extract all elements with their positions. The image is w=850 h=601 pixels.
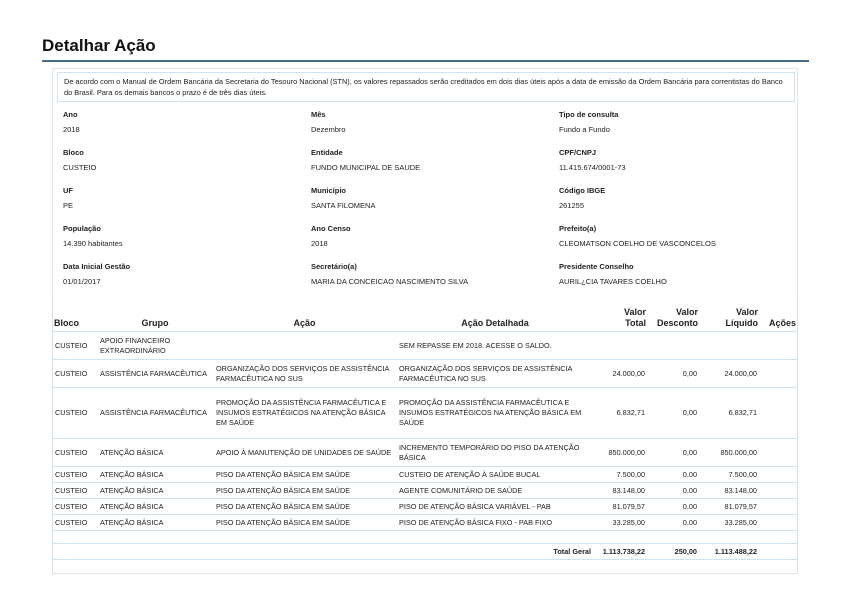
col-header-valor-liquido [700, 297, 760, 332]
info-populacao [63, 223, 311, 261]
info-presidente-conselho [559, 261, 798, 299]
cell-valor-desconto: 0,00 [648, 483, 700, 499]
info-value: FUNDO MUNICIPAL DE SAUDE [311, 163, 421, 172]
info-value: Fundo a Fundo [559, 125, 610, 134]
actions-table [52, 297, 798, 560]
cell-grupo: ATENÇÃO BÁSICA [97, 515, 213, 531]
cell-bloco: CUSTEIO [52, 483, 97, 499]
info-mes [311, 109, 559, 147]
info-secretario [311, 261, 559, 299]
info-prefeito [559, 223, 798, 261]
cell-acoes [760, 388, 798, 439]
col-header-acoes: Ações [760, 297, 798, 332]
info-value: 2018 [63, 125, 80, 134]
cell-valor-liquido: 6.832,71 [700, 388, 760, 439]
info-value: 11.415.674/0001-73 [559, 163, 626, 172]
table-left-border [52, 297, 53, 573]
cell-acao: APOIO À MANUTENÇÃO DE UNIDADES DE SAÚDE [213, 439, 396, 467]
header-line: Total [625, 318, 646, 328]
info-grid [63, 109, 798, 299]
cell-bloco: CUSTEIO [52, 388, 97, 439]
info-value: 14.390 habitantes [63, 239, 123, 248]
cell-valor-liquido: 850.000,00 [700, 439, 760, 467]
info-label: População [63, 224, 101, 233]
cell-grupo: ATENÇÃO BÁSICA [97, 439, 213, 467]
info-label: Entidade [311, 148, 343, 157]
header-line: Valor [735, 307, 758, 317]
cell-acao: PISO DA ATENÇÃO BÁSICA EM SAÚDE [213, 467, 396, 483]
cell-acao-detalhada: CUSTEIO DE ATENÇÃO À SAÚDE BUCAL [396, 467, 594, 483]
total-label: Total Geral [52, 544, 594, 560]
cell-valor-total: 33.285,00 [594, 515, 648, 531]
info-label: Ano [63, 110, 78, 119]
info-value: CLEOMATSON COELHO DE VASCONCELOS [559, 239, 716, 248]
cell-valor-total: 7.500,00 [594, 467, 648, 483]
info-entidade [311, 147, 559, 185]
col-header-bloco: Bloco [52, 297, 97, 332]
cell-acoes [760, 515, 798, 531]
total-row [52, 544, 798, 560]
cell-valor-desconto: 0,00 [648, 515, 700, 531]
cell-valor-desconto: 0,00 [648, 388, 700, 439]
actions-table-wrap [52, 297, 798, 560]
info-label: UF [63, 186, 73, 195]
cell-valor-total: 850.000,00 [594, 439, 648, 467]
info-bloco [63, 147, 311, 185]
info-label: Secretário(a) [311, 262, 357, 271]
cell-valor-liquido: 33.285,00 [700, 515, 760, 531]
table-row [52, 439, 798, 467]
info-label: Presidente Conselho [559, 262, 634, 271]
info-value: SANTA FILOMENA [311, 201, 376, 210]
payment-notice: De acordo com o Manual de Ordem Bancária da Secretaria do Tesouro Nacional (STN), os valores repassados serão creditados em dois dias úteis após a data de emissão da Ordem Bancária para correntistas do Banco do Brasil. Para os demais bancos o prazo é de três dias úteis. [57, 72, 795, 102]
cell-valor-total: 6.832,71 [594, 388, 648, 439]
cell-grupo: ASSISTÊNCIA FARMACÊUTICA [97, 388, 213, 439]
total-valor-desconto: 250,00 [648, 544, 700, 560]
cell-acoes [760, 439, 798, 467]
cell-acao-detalhada: PISO DE ATENÇÃO BÁSICA FIXO - PAB FIXO [396, 515, 594, 531]
table-row [52, 515, 798, 531]
total-valor-liquido: 1.113.488,22 [700, 544, 760, 560]
col-header-valor-total [594, 297, 648, 332]
table-row [52, 332, 798, 360]
table-row [52, 483, 798, 499]
info-label: Município [311, 186, 346, 195]
cell-bloco: CUSTEIO [52, 515, 97, 531]
cell-bloco: CUSTEIO [52, 499, 97, 515]
info-value: PE [63, 201, 74, 210]
cell-acao-detalhada: ORGANIZAÇÃO DOS SERVIÇOS DE ASSISTÊNCIA FARMACÊUTICA NO SUS [396, 360, 594, 388]
cell-valor-liquido: 83.148,00 [700, 483, 760, 499]
table-header-row [52, 297, 798, 332]
cell-acao: PISO DA ATENÇÃO BÁSICA EM SAÚDE [213, 499, 396, 515]
cell-bloco: CUSTEIO [52, 467, 97, 483]
info-value: AURIL¿CIA TAVARES COELHO [559, 277, 667, 286]
info-label: Código IBGE [559, 186, 606, 195]
cell-acao [213, 332, 396, 360]
table-right-border [797, 297, 798, 573]
cell-grupo: ATENÇÃO BÁSICA [97, 499, 213, 515]
cell-valor-total: 81.079,57 [594, 499, 648, 515]
cell-acoes [760, 467, 798, 483]
info-value: 01/01/2017 [63, 277, 101, 286]
info-label: Mês [311, 110, 326, 119]
total-valor-total: 1.113.738,22 [594, 544, 648, 560]
cell-grupo: ATENÇÃO BÁSICA [97, 483, 213, 499]
cell-acoes [760, 332, 798, 360]
cell-grupo: APOIO FINANCEIRO EXTRAORDINÁRIO [97, 332, 213, 360]
cell-acao-detalhada: PISO DE ATENÇÃO BÁSICA VARIÁVEL - PAB [396, 499, 594, 515]
cell-valor-desconto: 0,00 [648, 360, 700, 388]
info-label: CPF/CNPJ [559, 148, 597, 157]
header-line: Desconto [656, 318, 698, 328]
cell-valor-liquido [700, 332, 760, 360]
info-value: CUSTEIO [63, 163, 97, 172]
info-value: MARIA DA CONCEICAO NASCIMENTO SILVA [311, 277, 469, 286]
info-value: 2018 [311, 239, 328, 248]
cell-grupo: ASSISTÊNCIA FARMACÊUTICA [97, 360, 213, 388]
cell-acao: PROMOÇÃO DA ASSISTÊNCIA FARMACÊUTICA E INSUMOS ESTRATÉGICOS NA ATENÇÃO BÁSICA EM SAÚDE [213, 388, 396, 439]
info-label: Tipo de consulta [559, 110, 619, 119]
cell-valor-desconto: 0,00 [648, 439, 700, 467]
table-row [52, 467, 798, 483]
cell-valor-total: 83.148,00 [594, 483, 648, 499]
info-tipo-consulta [559, 109, 798, 147]
cell-acoes [760, 483, 798, 499]
cell-acao-detalhada: PROMOÇÃO DA ASSISTÊNCIA FARMACÊUTICA E INSUMOS ESTRATÉGICOS NA ATENÇÃO BÁSICA EM SAÚDE [396, 388, 594, 439]
total-acoes [760, 544, 798, 560]
table-row [52, 360, 798, 388]
cell-valor-liquido: 24.000,00 [700, 360, 760, 388]
spacer-cell [52, 531, 798, 544]
cell-bloco: CUSTEIO [52, 332, 97, 360]
col-header-valor-desconto [648, 297, 700, 332]
cell-acao: ORGANIZAÇÃO DOS SERVIÇOS DE ASSISTÊNCIA FARMACÊUTICA NO SUS [213, 360, 396, 388]
info-label: Data Inicial Gestão [63, 262, 131, 271]
cell-valor-total: 24.000,00 [594, 360, 648, 388]
info-label: Prefeito(a) [559, 224, 597, 233]
col-header-acao-detalhada: Ação Detalhada [396, 297, 594, 332]
cell-valor-desconto: 0,00 [648, 467, 700, 483]
cell-acao-detalhada[interactable]: SEM REPASSE EM 2018. ACESSE O SALDO. [396, 332, 594, 360]
col-header-grupo: Grupo [97, 297, 213, 332]
cell-grupo: ATENÇÃO BÁSICA [97, 467, 213, 483]
cell-acoes [760, 360, 798, 388]
info-ano [63, 109, 311, 147]
cell-acao-detalhada: AGENTE COMUNITÁRIO DE SAÚDE [396, 483, 594, 499]
cell-valor-total [594, 332, 648, 360]
cell-valor-desconto [648, 332, 700, 360]
table-row [52, 499, 798, 515]
info-codigo-ibge [559, 185, 798, 223]
info-cpf-cnpj [559, 147, 798, 185]
cell-acao: PISO DA ATENÇÃO BÁSICA EM SAÚDE [213, 515, 396, 531]
info-label: Ano Censo [311, 224, 351, 233]
info-uf [63, 185, 311, 223]
header-line: Valor [675, 307, 698, 317]
info-data-inicial-gestao [63, 261, 311, 299]
info-municipio [311, 185, 559, 223]
cell-acoes [760, 499, 798, 515]
header-line: Valor [623, 307, 646, 317]
col-header-acao: Ação [213, 297, 396, 332]
info-value: 261255 [559, 201, 585, 210]
spacer-row [52, 531, 798, 544]
cell-acao-detalhada: INCREMENTO TEMPORÁRIO DO PISO DA ATENÇÃO BÁSICA [396, 439, 594, 467]
page-title: Detalhar Ação [42, 36, 156, 55]
header-line: Líquido [725, 318, 758, 328]
info-ano-censo [311, 223, 559, 261]
cell-bloco: CUSTEIO [52, 360, 97, 388]
table-row [52, 388, 798, 439]
cell-valor-desconto: 0,00 [648, 499, 700, 515]
info-label: Bloco [63, 148, 84, 157]
cell-acao: PISO DA ATENÇÃO BÁSICA EM SAÚDE [213, 483, 396, 499]
cell-bloco: CUSTEIO [52, 439, 97, 467]
cell-valor-liquido: 81.079,57 [700, 499, 760, 515]
title-divider [42, 60, 809, 62]
cell-valor-liquido: 7.500,00 [700, 467, 760, 483]
info-value: Dezembro [311, 125, 346, 134]
